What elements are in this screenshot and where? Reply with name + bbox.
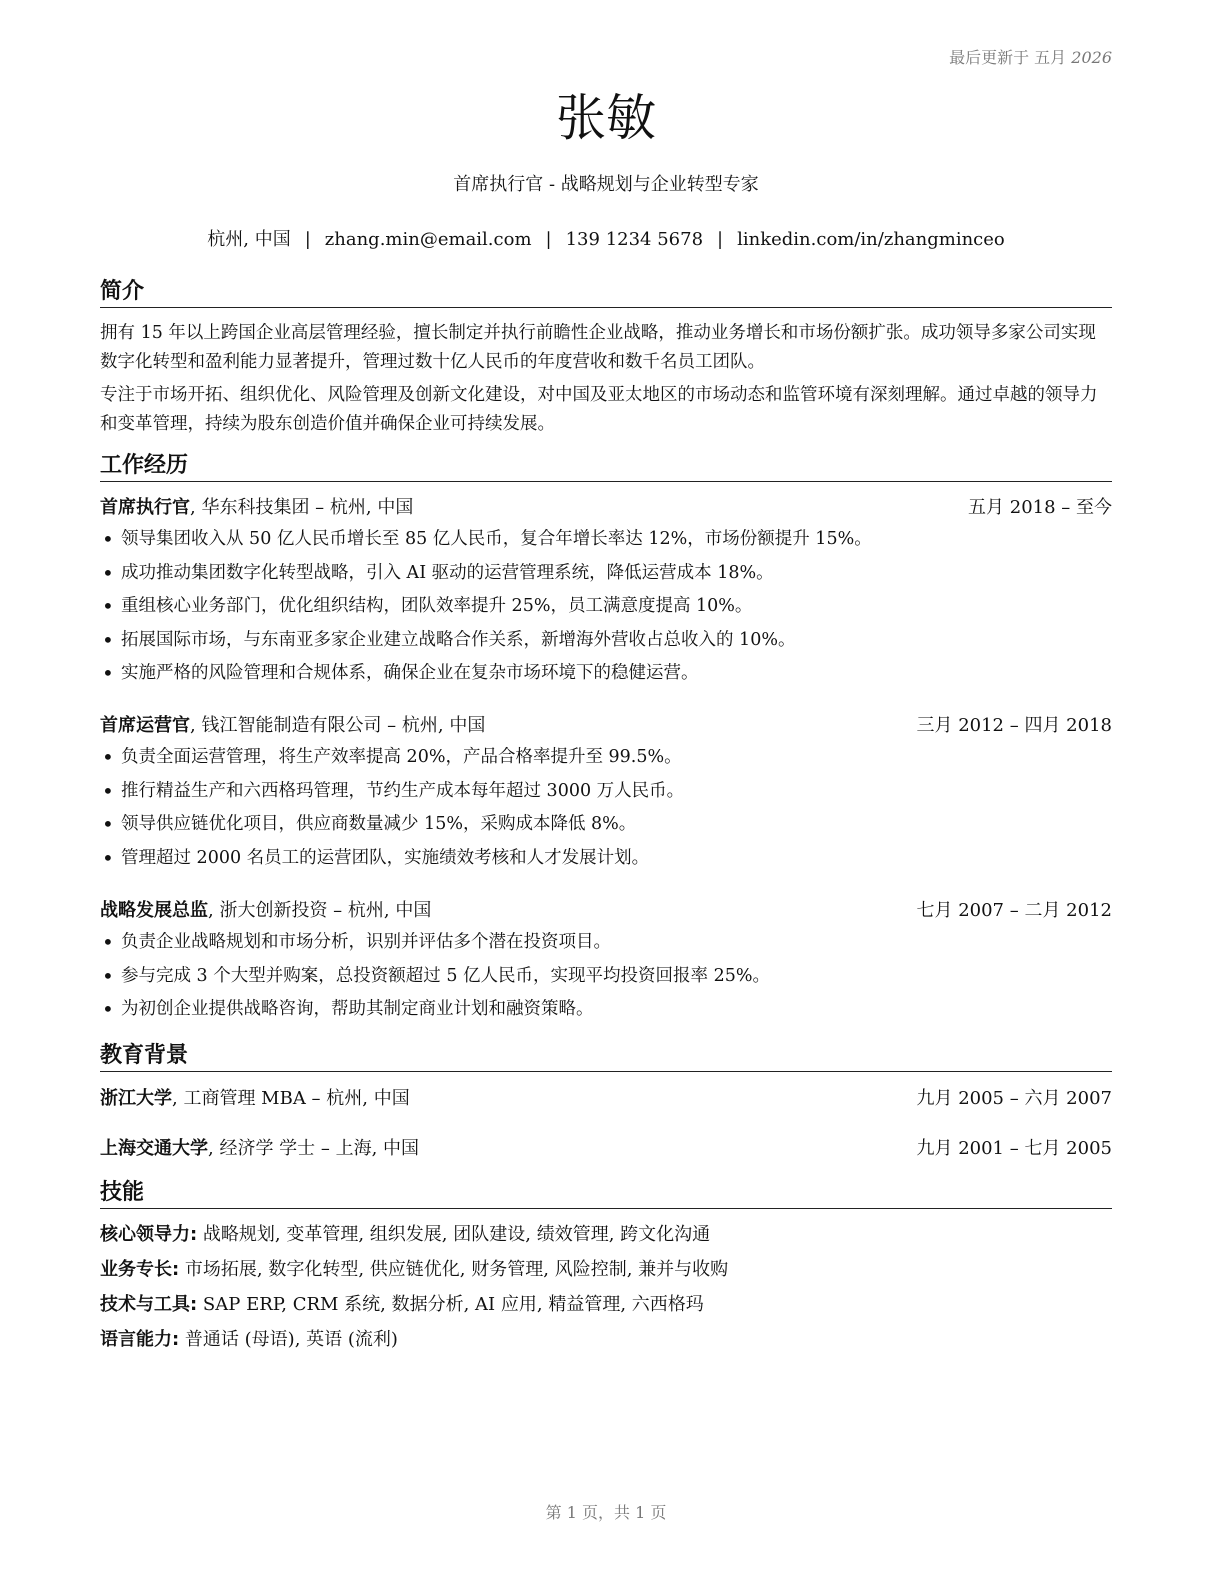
- job-header: [100, 898, 1112, 924]
- job-org: , 浙大创新投资 – 杭州, 中国: [208, 900, 432, 921]
- degree: , 经济学 学士 – 上海, 中国: [208, 1138, 420, 1159]
- education-date: 九月 2001 – 七月 2005: [916, 1138, 1112, 1159]
- list-item: • 领导集团收入从 50 亿人民币增长至 85 亿人民币，复合年增长率达 12%，市场份额提升 15%。: [100, 526, 1112, 560]
- contact-separator: |: [717, 229, 724, 250]
- contact-line: [100, 225, 1112, 251]
- job-date: 七月 2007 – 二月 2012: [916, 900, 1112, 921]
- list-item: • 实施严格的风险管理和合规体系，确保企业在复杂市场环境下的稳健运营。: [100, 660, 1112, 694]
- contact-location: 杭州, 中国: [207, 229, 291, 250]
- school-name: 上海交通大学: [100, 1138, 208, 1159]
- list-item: • 负责全面运营管理，将生产效率提高 20%，产品合格率提升至 99.5%。: [100, 744, 1112, 778]
- skill-label: 语言能力:: [100, 1329, 180, 1350]
- list-item: • 为初创企业提供战略咨询，帮助其制定商业计划和融资策略。: [100, 996, 1112, 1030]
- skill-line: [100, 1327, 1112, 1353]
- skill-value: 市场拓展, 数字化转型, 供应链优化, 财务管理, 风险控制, 兼并与收购: [179, 1259, 729, 1280]
- list-item: • 推行精益生产和六西格玛管理，节约生产成本每年超过 3000 万人民币。: [100, 778, 1112, 812]
- skill-label: 技术与工具:: [100, 1294, 198, 1315]
- summary-paragraph: 专注于市场开拓、组织优化、风险管理及创新文化建设，对中国及亚太地区的市场动态和监管环境有深刻理解。通过卓越的领导力和变革管理，持续为股东创造价值并确保企业可持续发展。: [100, 385, 1098, 434]
- list-item: • 参与完成 3 个大型并购案，总投资额超过 5 亿人民币，实现平均投资回报率 25%。: [100, 963, 1112, 997]
- job-title: 战略发展总监: [100, 900, 208, 921]
- last-updated-label: 最后更新于 五月: [949, 48, 1067, 67]
- list-item: • 领导供应链优化项目，供应商数量减少 15%，采购成本降低 8%。: [100, 811, 1112, 845]
- list-item: • 管理超过 2000 名员工的运营团队，实施绩效考核和人才发展计划。: [100, 845, 1112, 879]
- contact-email[interactable]: zhang.min@email.com: [324, 229, 532, 250]
- skill-value: 普通话 (母语), 英语 (流利): [179, 1329, 398, 1350]
- section-title-skills: 技能: [100, 1178, 1112, 1209]
- contact-separator: |: [545, 229, 552, 250]
- contact-separator: |: [304, 229, 311, 250]
- skill-value: 战略规划, 变革管理, 组织发展, 团队建设, 绩效管理, 跨文化沟通: [197, 1224, 711, 1245]
- skill-value: SAP ERP, CRM 系统, 数据分析, AI 应用, 精益管理, 六西格玛: [197, 1294, 704, 1315]
- job-bullets: [100, 929, 1112, 1030]
- summary-paragraph: 拥有 15 年以上跨国企业高层管理经验，擅长制定并执行前瞻性企业战略，推动业务增长和市场份额扩张。成功领导多家公司实现数字化转型和盈利能力显著提升，管理过数十亿人民币的年度营收和数千名员工团队。: [100, 323, 1096, 372]
- section-title-education: 教育背景: [100, 1041, 1112, 1072]
- job-title: 首席运营官: [100, 715, 190, 736]
- resume-page: [100, 0, 1112, 1584]
- skill-label: 业务专长:: [100, 1259, 180, 1280]
- job-header: [100, 713, 1112, 739]
- degree: , 工商管理 MBA – 杭州, 中国: [172, 1088, 410, 1109]
- education-date: 九月 2005 – 六月 2007: [916, 1088, 1112, 1109]
- job-date: 三月 2012 – 四月 2018: [916, 715, 1112, 736]
- headline: 首席执行官 - 战略规划与企业转型专家: [453, 174, 759, 195]
- last-updated-year: 2026: [1071, 48, 1112, 67]
- school-name: 浙江大学: [100, 1088, 172, 1109]
- contact-phone[interactable]: 139 1234 5678: [565, 229, 704, 250]
- section-title-experience: 工作经历: [100, 451, 1112, 482]
- list-item: • 重组核心业务部门，优化组织结构，团队效率提升 25%，员工满意度提高 10%。: [100, 593, 1112, 627]
- contact-linkedin[interactable]: linkedin.com/in/zhangminceo: [737, 229, 1005, 250]
- page-footer: 第 1 页，共 1 页: [545, 1503, 667, 1522]
- job-date: 五月 2018 – 至今: [968, 497, 1112, 518]
- job-title: 首席执行官: [100, 497, 190, 518]
- person-name: 张敏: [556, 89, 656, 147]
- list-item: • 成功推动集团数字化转型战略，引入 AI 驱动的运营管理系统，降低运营成本 18%。: [100, 560, 1112, 594]
- list-item: • 拓展国际市场，与东南亚多家企业建立战略合作关系，新增海外营收占总收入的 10%。: [100, 627, 1112, 661]
- skill-line: [100, 1257, 1112, 1283]
- education-item: [100, 1136, 1112, 1162]
- job-header: [100, 495, 1112, 521]
- skill-line: [100, 1292, 1112, 1318]
- job-bullets: [100, 744, 1112, 878]
- section-title-summary: 简介: [100, 277, 1112, 308]
- education-item: [100, 1086, 1112, 1112]
- job-org: , 华东科技集团 – 杭州, 中国: [190, 497, 414, 518]
- job-bullets: [100, 526, 1112, 694]
- list-item: • 负责企业战略规划和市场分析，识别并评估多个潜在投资项目。: [100, 929, 1112, 963]
- skill-label: 核心领导力:: [100, 1224, 198, 1245]
- last-updated: [949, 45, 1112, 68]
- skill-line: [100, 1222, 1112, 1248]
- job-org: , 钱江智能制造有限公司 – 杭州, 中国: [190, 715, 486, 736]
